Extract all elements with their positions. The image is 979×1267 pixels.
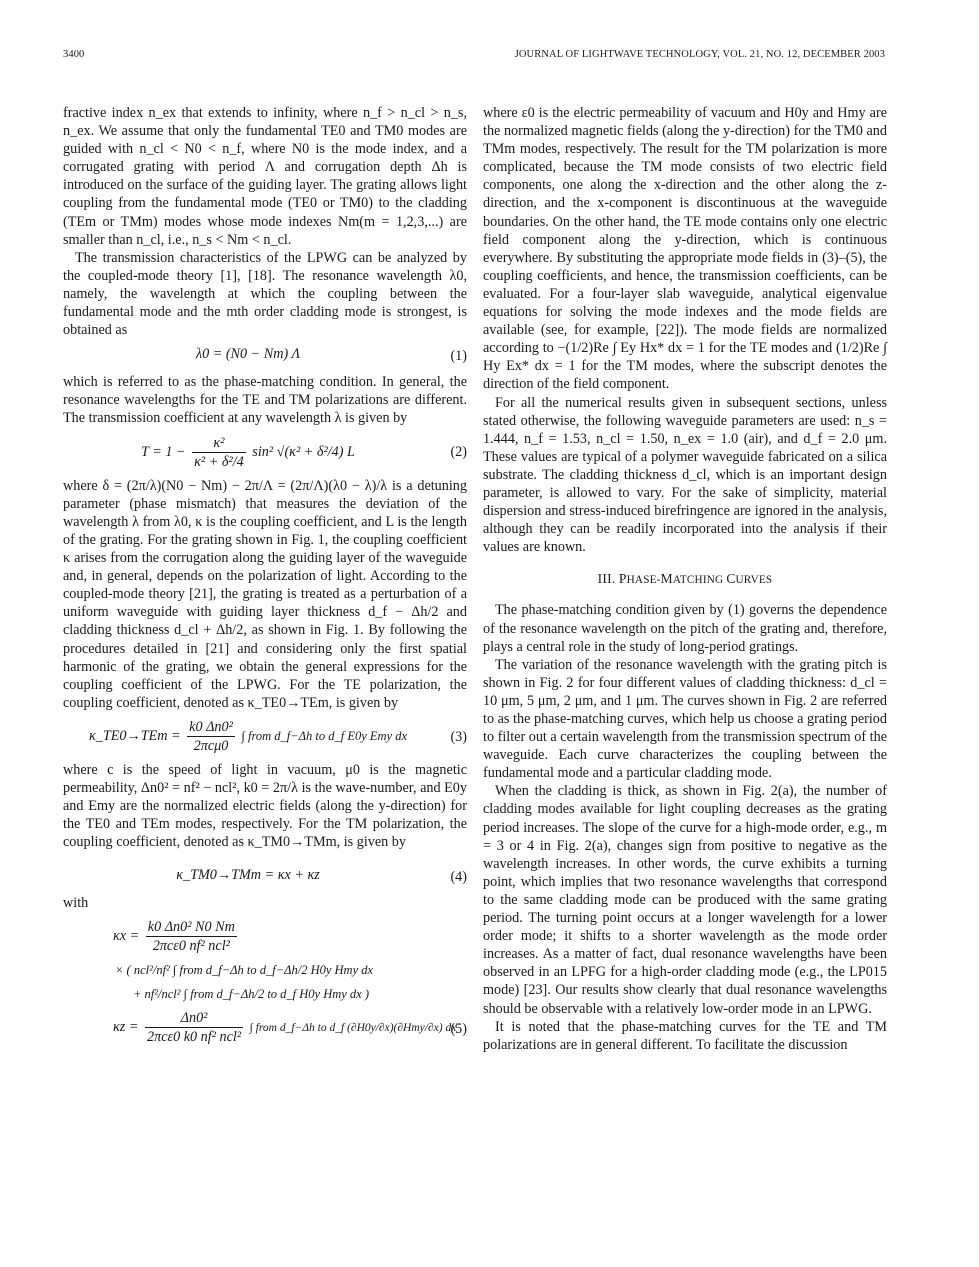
- equation-expression: κ_TM0→TMm = κx + κz: [176, 866, 320, 883]
- section-title-part: P: [618, 571, 627, 587]
- equation-lhs: κx =: [113, 927, 140, 944]
- numerator: k0 Δn0² N0 Nm: [146, 918, 237, 937]
- left-column: [63, 104, 467, 1052]
- running-header: JOURNAL OF LIGHTWAVE TECHNOLOGY, VOL. 21, NO. 12, DECEMBER 2003: [514, 49, 885, 60]
- paragraph: It is noted that the phase-matching curves for the TE and TM polarizations are in general different. To facilitate the discussion: [483, 1018, 887, 1053]
- section-number: III.: [597, 571, 619, 587]
- section-title-part: C: [726, 571, 736, 587]
- equation-lhs: κ_TE0→TEm =: [88, 727, 181, 744]
- equation-line: × ( ncl²/nf² ∫ from d_f−Δh to d_f−Δh/2 H0y Hmy dx: [115, 962, 374, 977]
- equation-lhs: T = 1 −: [141, 443, 186, 460]
- equation-4: [63, 866, 467, 888]
- numerator: κ²: [192, 434, 246, 453]
- section-title-part: M: [660, 571, 673, 587]
- right-column: [483, 104, 887, 1054]
- paragraph: where δ = (2π/λ)(N0 − Nm) − 2π/Λ = (2π/Λ)(λ0 − λ)/λ is a detuning parameter (phase mismatch) that measures the deviation of the wavelength λ from λ0, κ is the coupling coefficient, and L is the length of the grating. For the grating shown in Fig. 1, the coupling coefficient κ arises from the corrugation along the guiding layer of the waveguide and, in general, depends on the polarization of light. According to the coupled-mode theory [21], the grating is treated as a perturbation of a uniform waveguide with guiding layer thickness d_f − Δh/2 and cladding thickness d_cl + Δh/2, as shown in Fig. 1. By following the procedures detailed in [21] and considering only the first spatial harmonic of the grating, we obtain the general expressions for the coupling coefficient of the LPWG. For the TE polarization, the coupling coefficient, denoted as κ_TE0→TEm, is given by: [63, 477, 467, 711]
- fraction: [187, 718, 235, 755]
- equation-number: (3): [450, 728, 467, 745]
- equation-lhs: κz =: [113, 1018, 139, 1035]
- paragraph: which is referred to as the phase-matching condition. In general, the resonance wavelengths for the TE and TM polarizations are different. The transmission coefficient at any wavelength λ is given by: [63, 374, 467, 427]
- section-heading: [483, 570, 887, 589]
- page-number: 3400: [63, 49, 85, 60]
- equation-line: [63, 918, 467, 955]
- equation-rhs: sin² √(κ² + δ²/4) L: [252, 443, 355, 460]
- equation-3: [63, 718, 467, 755]
- equation-number: (2): [450, 444, 467, 461]
- paragraph: where c is the speed of light in vacuum, μ0 is the magnetic permeability, Δn0² = nf² − ncl², k0 = 2π/λ is the wave-number, and E0y and Emy are the normalized electric fields (along the y-direction) for the TE0 and TEm modes, respectively. For the TM polarization, the coupling coefficient, denoted as κ_TM0→TMm, is given by: [63, 762, 467, 851]
- equation-line: [63, 1009, 467, 1046]
- fraction: [192, 434, 246, 471]
- paragraph: For all the numerical results given in subsequent sections, unless stated otherwise, the following waveguide parameters are used: n_s = 1.444, n_f = 1.53, n_cl = 1.50, n_ex = 1.0 (air), and d_f = 2.0 μm. These values are typical of a polymer waveguide fabricated on a silica substrate. The cladding thickness d_cl, which is an important design parameter, is allowed to vary. For the sake of simplicity, material dispersion and stress-induced birefringence are ignored in the analysis, although they can be readily incorporated into the analysis if their values are known.: [483, 394, 887, 556]
- denominator: κ² + δ²/4: [194, 453, 244, 470]
- equation-2: [63, 434, 467, 471]
- equation-number: (4): [450, 868, 467, 885]
- equation-5: [63, 918, 467, 1047]
- equation-line: + nf²/ncl² ∫ from d_f−Δh/2 to d_f H0y Hmy dx ): [133, 986, 370, 1001]
- equation-rhs: ∫ from d_f−Δh to d_f (∂H0y/∂x)(∂Hmy/∂x) dx: [249, 1021, 457, 1034]
- equation-number: (1): [450, 348, 467, 365]
- paragraph: The variation of the resonance wavelength with the grating pitch is shown in Fig. 2 for four different values of cladding thickness: d_cl = 10 μm, 5 μm, 2 μm, and 1 μm. The curves shown in Fig. 2 are referred to as the phase-matching curves, which help us choose a grating period to filter out a certain wavelength from the transmission spectrum of the waveguide. Each curve characterizes the coupling between the fundamental mode and a particular cladding mode.: [483, 656, 887, 782]
- denominator: 2πcε0 k0 nf² ncl²: [147, 1029, 242, 1046]
- paragraph: The phase-matching condition given by (1) governs the dependence of the resonance wavelength on the pitch of the grating and, therefore, plays a central role in the study of long-period gratings.: [483, 602, 887, 655]
- paragraph: fractive index n_ex that extends to infinity, where n_f > n_cl > n_s, n_ex. We assume that only the fundamental TE0 and TM0 modes are guided with n_cl < N0 < n_f, where N0 is the mode index, and a corrugated grating with period Λ and corrugation depth Δh is introduced on the surface of the guiding layer. The grating allows light coupling from the fundamental mode (TE0 or TM0) to the cladding (TEm or TMm) modes whose mode indexes Nm(m = 1,2,3,...) are smaller than n_cl, i.e., n_s < Nm < n_cl.: [63, 105, 467, 248]
- fraction: [145, 1009, 243, 1046]
- section-title-part: HASE-: [626, 574, 661, 587]
- paragraph: where ε0 is the electric permeability of vacuum and H0y and Hmy are the normalized magnetic fields (along the y-direction) for the TM0 and TMm modes, respectively. The result for the TM polarization is more complicated, because the TM mode consists of two electric field components, one along the x-direction and the other along the z-direction, and the x-component is discontinuous at the waveguide boundaries. On the other hand, the TE mode contains only one electric field component along the y-direction, which is continuous everywhere. By substituting the appropriate mode fields in (3)–(5), the coupling coefficients, and hence, the transmission coefficients, can be evaluated. For a four-layer slab waveguide, analytical eigenvalue equations for solving the mode indexes and the mode fields are available (see, for example, [22]). The mode fields are normalized according to −(1/2)Re ∫ Ey Hx* dx = 1 for the TE modes and (1/2)Re ∫ Hy Ex* dx = 1 for the TM modes, where the subscript denotes the direction of the field component.: [483, 105, 887, 393]
- paragraph: The transmission characteristics of the LPWG can be analyzed by the coupled-mode theory [1], [18]. The resonance wavelength λ0, namely, the wavelength at which the coupling between the fundamental mode and the mth order cladding mode is strongest, is obtained as: [63, 249, 467, 339]
- equation-expression: λ0 = (N0 − Nm) Λ: [195, 346, 301, 363]
- equation-number: (5): [450, 1021, 467, 1038]
- equation-rhs: ∫ from d_f−Δh to d_f E0y Emy dx: [241, 728, 408, 743]
- equation-1: [63, 345, 467, 367]
- denominator: 2πcμ0: [193, 738, 229, 754]
- section-title-part: ATCHING: [672, 574, 727, 587]
- section-title-part: URVES: [735, 574, 773, 587]
- paragraph: When the cladding is thick, as shown in Fig. 2(a), the number of cladding modes available for light coupling decreases as the grating period increases. The slope of the curve for a high-mode order, e.g., m = 3 or 4 in Fig. 2(a), changes sign from positive to negative as the wavelength increases. In other words, the curve exhibits a turning point, which implies that two resonance wavelengths that correspond to the same cladding mode can be produced with the same grating period. The turning point occurs at a longer wavelength for a lower order mode; it shifts to a shorter wavelength as the mode order increases. As a matter of fact, dual resonance wavelengths have been observed in an LPFG for a high-order cladding mode (e.g., the LP015 mode) [23]. Our results show clearly that dual resonance wavelengths should be observable with a relatively low-order mode in an LPWG.: [483, 783, 887, 1017]
- numerator: Δn0²: [145, 1009, 243, 1028]
- denominator: 2πcε0 nf² ncl²: [152, 937, 230, 954]
- numerator: k0 Δn0²: [187, 718, 235, 737]
- fraction: [146, 918, 237, 955]
- paragraph: with: [63, 894, 89, 911]
